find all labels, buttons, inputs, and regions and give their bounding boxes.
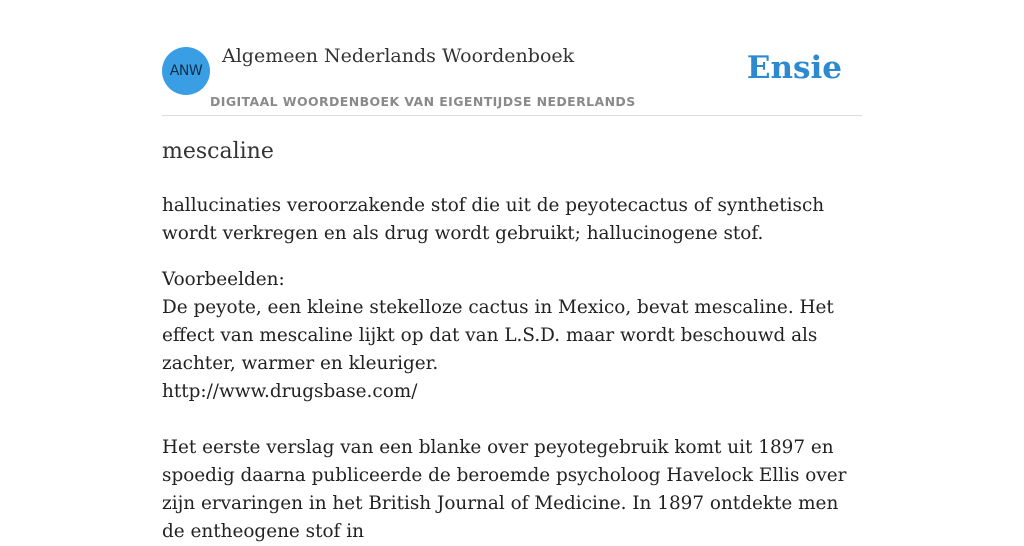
ensie-brand-link[interactable]: Ensie bbox=[746, 50, 842, 86]
logo-text: ANW bbox=[169, 63, 203, 79]
definition-text: hallucinaties veroorzakende stof die uit de peyotecactus of synthetisch wordt verkregen en als drug wordt gebruikt; hallucinogene stof. bbox=[162, 195, 825, 244]
site-title[interactable]: Algemeen Nederlands Woordenboek bbox=[222, 45, 575, 67]
example-source: http://www.drugsbase.com/ bbox=[162, 381, 418, 402]
example-text-2: Het eerste verslag van een blanke over peyotegebruik komt uit 1897 en spoedig daarna publiceerde de beroemde psycholoog Havelock Ellis over zijn ervaringen in het British Journal of Medicine. In 1897 ontdekte men de entheogene stof in bbox=[162, 437, 847, 542]
example-spacer bbox=[162, 406, 862, 434]
site-subtitle: DIGITAAL WOORDENBOEK VAN EIGENTIJDSE NEDERLANDS bbox=[210, 94, 636, 109]
page bbox=[162, 0, 862, 542]
headword: mescaline bbox=[162, 139, 274, 164]
anw-logo[interactable] bbox=[162, 47, 210, 95]
examples-block bbox=[162, 266, 862, 546]
example-text: De peyote, een kleine stekelloze cactus in Mexico, bevat mescaline. Het effect van mescaline lijkt op dat van L.S.D. maar wordt beschouwd als zachter, warmer en kleuriger. bbox=[162, 297, 834, 374]
header-divider bbox=[162, 115, 862, 116]
examples-label: Voorbeelden: bbox=[162, 269, 285, 290]
entry-content bbox=[162, 192, 862, 546]
